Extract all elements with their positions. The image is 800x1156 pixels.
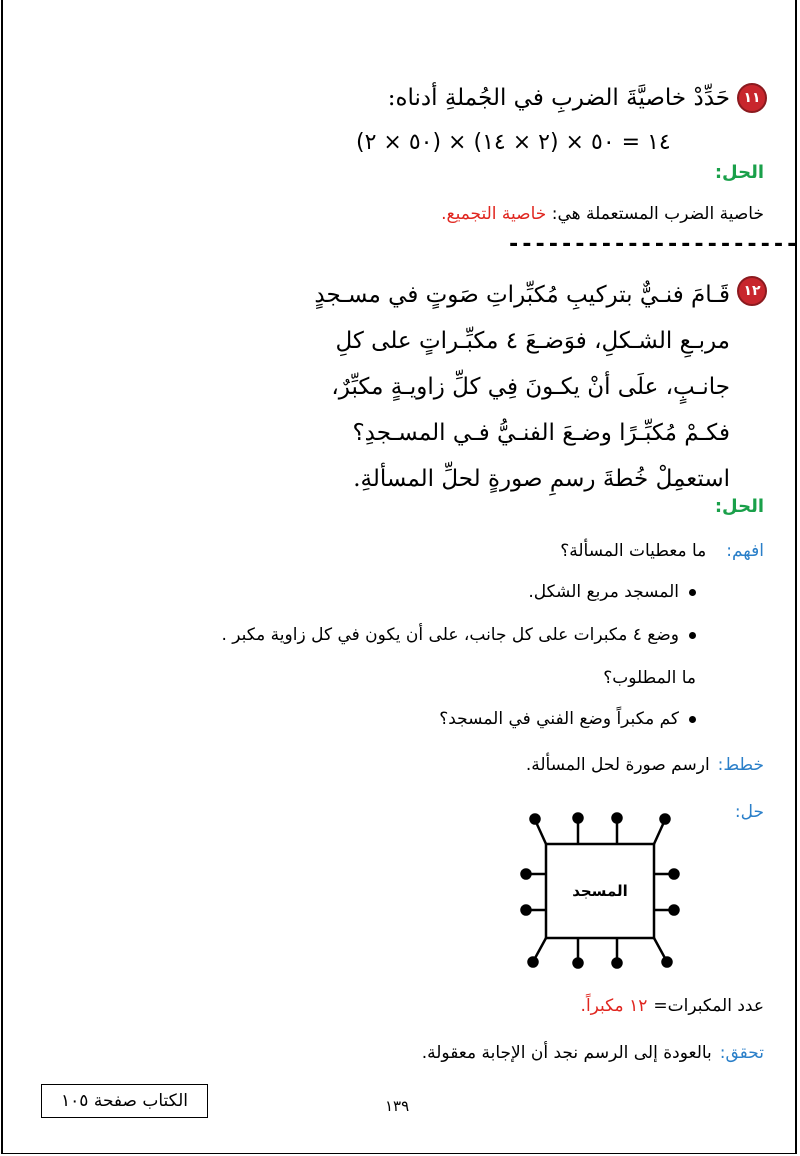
question-12-line: قَـامَ فنـيٌّ بتركيبِ مُكبِّراتِ صَوتٍ في مسـجدٍ <box>314 282 730 308</box>
solve-label: حل: <box>734 802 764 822</box>
page-border <box>1 0 797 1154</box>
question-12-badge: ١٢ <box>737 276 767 306</box>
book-reference-box <box>41 1084 208 1118</box>
understand-label: افهم: <box>726 541 764 561</box>
plan-text: ارسم صورة لحل المسألة. <box>525 755 710 775</box>
count-period: . <box>580 996 586 1016</box>
speaker-dot <box>613 959 622 968</box>
book-reference: الكتاب صفحة ١٠٥ <box>61 1091 188 1111</box>
question-11-badge: ١١ <box>737 83 767 113</box>
mosque-diagram <box>520 808 680 972</box>
required-item <box>439 709 696 729</box>
question-12-line: مربـعِ الشـكلِ، فوَضـعَ ٤ مكبِّـراتٍ على كلِ <box>335 328 730 354</box>
mosque-label: المسجد <box>572 882 628 900</box>
speaker-dot <box>670 906 679 915</box>
page-number: ١٣٩ <box>385 1097 410 1115</box>
count-prefix: عدد المكبرات= <box>653 996 764 1016</box>
speaker-dot <box>670 870 679 879</box>
understand-row <box>560 541 764 561</box>
speaker-dot <box>529 958 538 967</box>
plan-row <box>526 755 764 775</box>
given-text: المسجد مربع الشكل. <box>528 582 679 602</box>
question-11-answer <box>64 204 764 224</box>
question-11-equation: (٥٠ × ٢) × ١٤ = ٥٠ × (٢ × ١٤) <box>356 130 671 155</box>
bullet-dot <box>689 589 696 596</box>
required-text: كم مكبراً وضع الفني في المسجد؟ <box>439 709 679 729</box>
speaker-dot <box>574 814 583 823</box>
question-12-line: استعمِلْ خُطةَ رسمِ صورةٍ لحلِّ المسألةِ. <box>353 466 730 492</box>
question-11-prompt: حَدِّدْ خاصيَّةَ الضربِ في الجُملةِ أدناه: <box>387 85 730 111</box>
speaker-dot <box>661 815 670 824</box>
bullet-dot <box>689 632 696 639</box>
speaker-dot <box>522 870 531 879</box>
required-label: ما المطلوب؟ <box>603 668 696 688</box>
given-item <box>221 625 696 645</box>
check-label: تحقق: <box>719 1043 764 1063</box>
check-row <box>422 1043 764 1063</box>
speaker-dot <box>522 906 531 915</box>
given-item <box>528 582 696 602</box>
question-12-line: جانـبٍ، علَى أنْ يكـونَ فِي كلِّ زاويـةٍ مكبِّرٌ، <box>331 374 730 400</box>
given-text: وضع ٤ مكبرات على كل جانب، على أن يكون في كل زاوية مكبر . <box>221 625 679 645</box>
check-text: بالعودة إلى الرسم نجد أن الإجابة معقولة. <box>421 1043 712 1063</box>
speaker-dot <box>574 959 583 968</box>
count-row <box>581 996 764 1016</box>
question-12-text <box>230 272 730 502</box>
count-value: ١٢ مكبراً <box>585 996 648 1016</box>
speaker-dot <box>613 814 622 823</box>
question-12-line: فكـمْ مُكبِّـرًا وضـعَ الفنـيُّ فـي المسـجدِ؟ <box>352 420 730 446</box>
question-12-solution-label: الحل: <box>714 496 764 517</box>
answer-period: . <box>441 204 447 224</box>
answer-value: خاصية التجميع <box>446 204 547 224</box>
bullet-dot <box>689 716 696 723</box>
answer-prefix: خاصية الضرب المستعملة هي: <box>551 204 764 224</box>
speaker-dot <box>531 815 540 824</box>
speaker-dot <box>663 958 672 967</box>
plan-label: خطط: <box>717 755 764 775</box>
question-11-solution-label: الحل: <box>714 162 764 183</box>
understand-question: ما معطيات المسألة؟ <box>560 541 707 561</box>
separator-dashes: ---------------------- <box>507 232 799 257</box>
